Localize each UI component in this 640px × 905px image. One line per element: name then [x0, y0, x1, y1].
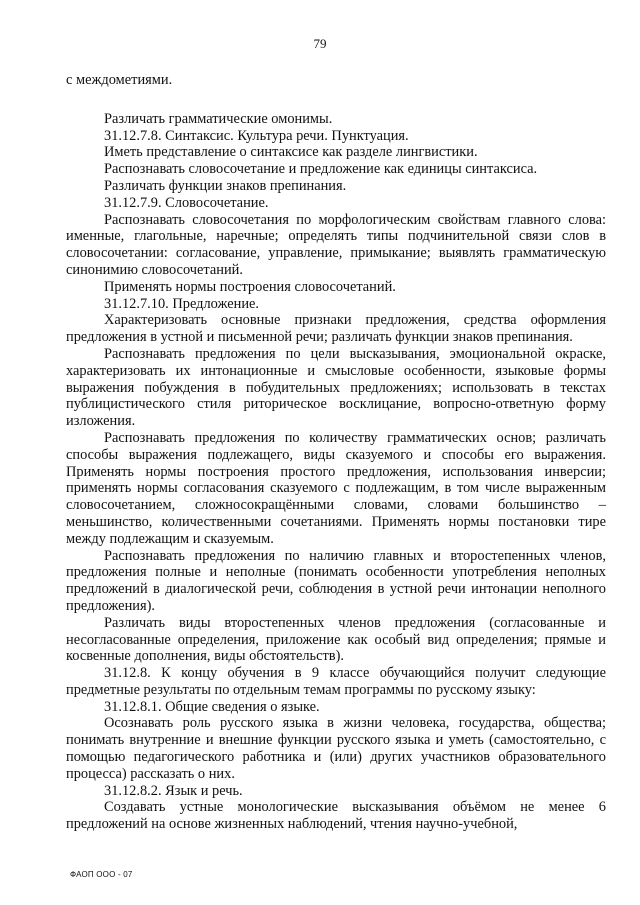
paragraph: Создавать устные монологические высказывания объёмом не менее 6 предложений на основе жизненных наблюдений, чтения научно-учебной,	[66, 799, 606, 833]
paragraph: Распознавать предложения по количеству грамматических основ; различать способы выражения подлежащего, виды сказуемого и способы его выражения. Применять нормы построения простого предложения, использования инверсии; применять нормы согласования сказуемого с подлежащим, в том числе выраженным словосочетанием, сложносокращёнными словами, словами большинство – меньшинство, количественными сочетаниями. Применять нормы постановки тире между подлежащим и сказуемым.	[66, 429, 606, 547]
paragraph: Различать виды второстепенных членов предложения (согласованные и несогласованные определения, приложение как особый вид определения; прямые и косвенные дополнения, виды обстоятельств).	[66, 614, 606, 665]
section-heading: 31.12.7.8. Синтаксис. Культура речи. Пунктуация.	[104, 127, 409, 144]
document-body	[66, 72, 606, 833]
paragraph: Распознавать предложения по наличию главных и второстепенных членов, предложения полные и неполные (понимать особенности употребления неполных предложений в диалогической речи, соблюдения в устной речи интонации неполного предложения).	[66, 547, 606, 614]
section-heading: 31.12.7.9. Словосочетание.	[104, 194, 269, 211]
paragraph: Различать функции знаков препинания.	[104, 177, 347, 194]
section-heading: 31.12.8.2. Язык и речь.	[104, 782, 243, 799]
paragraph: Распознавать предложения по цели высказывания, эмоциональной окраске, характеризовать их интонационные и смысловые особенности, языковые формы выражения побуждения в побудительных предложениях; использовать в текстах публицистического стиля риторическое восклицание, вопросно-ответную форму изложения.	[66, 345, 606, 430]
paragraph: Распознавать словосочетания по морфологическим свойствам главного слова: именные, глагольные, наречные; определять типы подчинительной связи слов в словосочетании: согласование, управление, примыкание; выявлять грамматическую синонимию словосочетаний.	[66, 211, 606, 278]
section-heading: 31.12.8. К концу обучения в 9 классе обучающийся получит следующие предметные результаты по отдельным темам программы по русскому языку:	[66, 665, 606, 698]
section-heading: 31.12.8.1. Общие сведения о языке.	[104, 698, 320, 715]
page-number: 79	[313, 36, 327, 51]
document-footer: ФАОП ООО - 07	[70, 870, 133, 879]
paragraph: Осознавать роль русского языка в жизни человека, государства, общества; понимать внутренние и внешние функции русского языка и уметь (самостоятельно, с помощью педагогического работника и (или) других участников образовательного процесса) рассказать о них.	[66, 715, 606, 782]
section-heading: 31.12.7.10. Предложение.	[104, 295, 260, 312]
paragraph: Распознавать словосочетание и предложение как единицы синтаксиса.	[104, 161, 538, 178]
paragraph: Различать грамматические омонимы.	[104, 110, 333, 127]
paragraph: Характеризовать основные признаки предложения, средства оформления предложения в устной и письменной речи; различать функции знаков препинания.	[66, 312, 606, 346]
paragraph: Иметь представление о синтаксисе как разделе лингвистики.	[104, 144, 478, 161]
paragraph-continuation: с междометиями.	[66, 72, 173, 88]
paragraph: Применять нормы построения словосочетаний.	[104, 278, 396, 295]
